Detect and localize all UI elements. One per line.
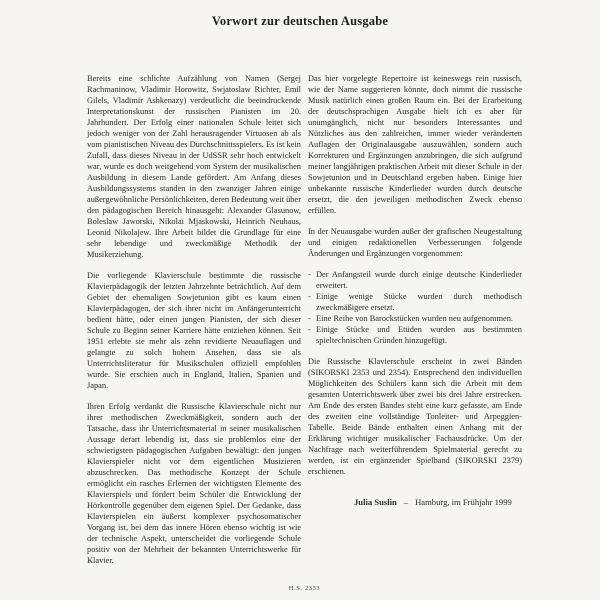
author-name: Julia Suslin bbox=[354, 497, 397, 507]
changes-list bbox=[308, 269, 522, 346]
right-paragraph-3: Die Russische Klavierschule erscheint in zwei Bänden (SIKORSKI 2353 und 2354). Entsprechend den individuellen Möglichkeiten des Schülers kann sich die Arbeit mit dem gesamten Unterrichtswerk über zwei bis drei Jahre erstrecken. Am Ende des ersten Bandes steht eine kurz gefasste, am Ende des zweiten eine vollständige Tonleiter- und Arpeggien-Tabelle. Beide Bände enthalten einen Anhang mit der Erklärung wichtiger musikalischer Fachausdrücke. Um der Nachfrage nach weiterführendem Spielmaterial gerecht zu werden, ist ein ergänzender Spielband (SIKORSKI 2379) erschienen. bbox=[308, 357, 522, 476]
signature-line bbox=[308, 497, 522, 508]
page-title: Vorwort zur deutschen Ausgabe bbox=[211, 14, 389, 29]
signature-place-date: Hamburg, im Frühjahr 1999 bbox=[415, 497, 512, 507]
right-column bbox=[308, 73, 522, 508]
list-item-text: Der Anfangsteil wurde durch einige deutsche Kinderlieder erweitert. bbox=[316, 270, 522, 290]
list-item bbox=[308, 269, 522, 291]
bullet-dash-icon: - bbox=[308, 270, 311, 279]
right-paragraph-1: Das hier vorgelegte Repertoire ist keineswegs rein russisch, wie der Name suggerieren könnte, doch nimmt die russische Musik natürlich einen großen Raum ein. Bei der Erarbeitung der deutschsprachigen Ausgabe hielt ich es aber für unumgänglich, nicht nur besonders Interessantes und Nützliches aus den zahlreichen, immer wieder veränderten Auflagen der Originalausgabe auszuwählen, sondern auch Korrekturen und Ergänzungen anzubringen, die sich aufgrund meiner langjährigen praktischen Arbeit mit dieser Schule in der Sowjetunion und in Deutschland ergeben haben. Einige hier unbekannte russische Kinderlieder wurden durch deutsche ersetzt, die den jeweiligen methodischen Zweck ebenso erfüllen. bbox=[308, 74, 522, 215]
left-column bbox=[87, 73, 301, 566]
list-item-text: Einige Stücke und Etüden wurden aus bestimmten spieltechnischen Gründen hinzugefügt. bbox=[316, 325, 522, 345]
right-paragraph-2: In der Neuausgabe wurden außer der grafischen Neugestaltung und einigen redaktionellen Verbesserungen folgende Änderungen und Ergänzungen vorgenommen: bbox=[308, 227, 522, 258]
signature-dash: – bbox=[403, 497, 409, 507]
left-paragraph-2: Die vorliegende Klavierschule bestimmte die russische Klavierpädagogik der letzten Jahrzehnte beträchtlich. Auf dem Gebiet der ehemaligen Sowjetunion gibt es kaum einen Klavierpädagogen, der sich ihrer nicht im Anfängerunterricht bedient hätte, oder einen jungen Pianisten, der sich dieser Schule zu Beginn seiner Karriere hätte entziehen können. Seit 1951 erlebte sie mehr als zehn revidierte Neuauflagen und gelangte zu solch hohem Ansehen, dass sie als Unterrichtsliteratur für Musikschulen offiziell empfohlen wurde. Sie erschien auch in England, Italien, Spanien und Japan. bbox=[87, 271, 301, 390]
left-paragraph-3: Ihren Erfolg verdankt die Russische Klavierschule nicht nur ihrer methodischen Zweckmäßigkeit, sondern auch der Tatsache, dass ihr Unterrichtsmaterial in seiner musikalischen Aussage derart lebendig ist, dass sie problemlos eine der schwierigsten pädagogischen Aufgaben bewältigt: den jungen Klavierspieler nicht vor dem eigentlichen Musizieren abzuschrecken. Das methodische Konzept der Schule ermöglicht ein rasches Erlernen der wichtigsten Elemente des Klavierspiels und fördert beim Schüler die Entwicklung der Hörkontrolle gegenüber dem eigenen Spiel. Der Gedanke, dass Klavierspielen ein äußerst komplexer psychosomatischer Vorgang ist, bei dem das innere Hören ebenso wichtig ist wie der technische Aspekt, unterscheidet die vorliegende Schule positiv von der Mehrheit der bekannten Unterrichtswerke für Klavier. bbox=[87, 402, 301, 565]
list-item bbox=[308, 291, 522, 313]
bullet-dash-icon: - bbox=[308, 314, 311, 323]
list-item-text: Eine Reihe von Barockstücken wurden neu aufgenommen. bbox=[316, 314, 513, 323]
bullet-dash-icon: - bbox=[308, 325, 311, 334]
list-item bbox=[308, 313, 522, 324]
bullet-dash-icon: - bbox=[308, 292, 311, 301]
list-item bbox=[308, 324, 522, 346]
plate-number: H.S. 2353 bbox=[288, 585, 321, 592]
left-paragraph-1: Bereits eine schlichte Aufzählung von Namen (Sergej Rachmaninow, Vladimir Horowitz, Swjatoslaw Richter, Emil Gilels, Vladimir Ashkenazy) verdeutlicht die beeindruckende Interpretationskunst der russischen Pianisten im 20. Jahrhundert. Der Erfolg einer nationalen Schule leitet sich jedoch weniger von der Zahl herausragender Virtuosen ab als vom pianistischen Niveau des Durchschnittsspielers. Es ist kein Zufall, dass dieses Niveau in der UdSSR sehr hoch entwickelt war, wurde es doch weitgehend vom System der musikalischen Ausbildung in diesem Lande gefördert. Am Anfang dieses Ausbildungssystems standen in den zwanziger Jahren einige außergewöhnliche Persönlichkeiten, deren Bedeutung weit über den pädagogischen Bereich hinausgeht: Alexander Glasunow, Boleslaw Jaworski, Nikolai Mjaskowski, Heinrich Neuhaus, Leonid Nikolajew. Ihre Arbeit bildet die Grundlage für eine sehr lebendige und zweckmäßige Methodik der Musikerziehung. bbox=[87, 74, 301, 259]
list-item-text: Einige wenige Stücke wurden durch methodisch zweckmäßigere ersetzt. bbox=[316, 292, 522, 312]
